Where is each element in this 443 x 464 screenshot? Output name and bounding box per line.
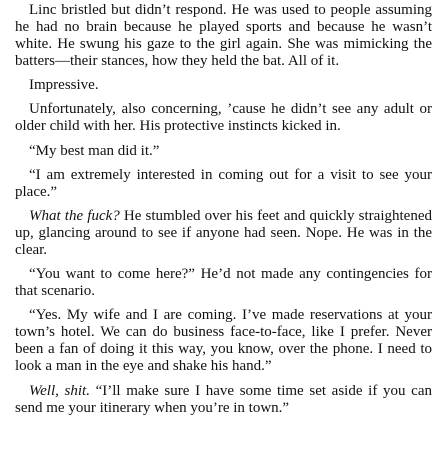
paragraph-text: He stumbled over his feet and quickly straightened up, glancing around to see if anyone had seen. Nope. He was in the clear.	[15, 207, 432, 258]
paragraph	[15, 143, 432, 160]
paragraph	[15, 77, 432, 94]
paragraph-text: Linc bristled but didn’t respond. He was used to people assuming he had no brain because he played sports and because he wasn’t white. He swung his gaze to the girl again. She was mimicking the batters—their stances, how they held the bat. All of it.	[15, 2, 432, 69]
paragraph-text: “My best man did it.”	[29, 142, 160, 159]
paragraph	[15, 307, 432, 375]
paragraph	[15, 167, 432, 201]
paragraph-text: “I’ll make sure I have some time set aside if you can send me your itinerary when you’re in town.”	[15, 382, 432, 416]
paragraph	[15, 383, 432, 417]
paragraph-text: “I am extremely interested in coming out for a visit to see your place.”	[15, 166, 432, 200]
italic-thought: What the fuck?	[29, 207, 120, 224]
paragraph	[15, 208, 432, 259]
paragraph-text: Unfortunately, also concerning, ’cause he didn’t see any adult or older child with her. His protective instincts kicked in.	[15, 101, 432, 135]
paragraph-text: “Yes. My wife and I are coming. I’ve made reservations at your town’s hotel. We can do business face-to-face, like I prefer. Never been a fan of doing it this way, you know, over the phone. I need to look a man in the eye and shake his hand.”	[15, 307, 432, 375]
paragraph-text: “You want to come here?” He’d not made any contingencies for that scenario.	[15, 266, 432, 300]
paragraph	[15, 2, 432, 70]
paragraph	[15, 266, 432, 300]
paragraph-text: Impressive.	[29, 77, 99, 94]
italic-thought: Well, shit.	[29, 382, 90, 399]
paragraph	[15, 101, 432, 135]
